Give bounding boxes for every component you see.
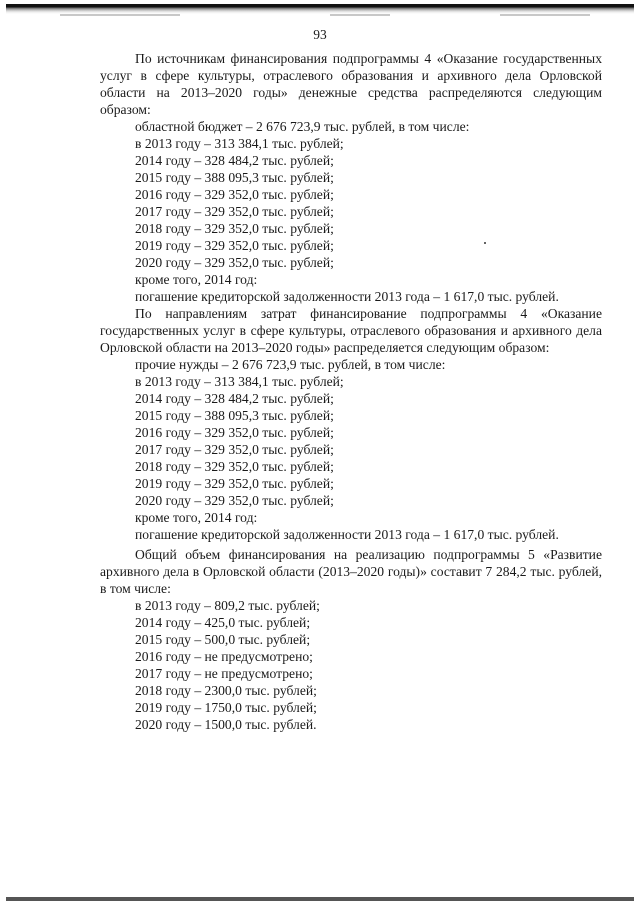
list-item: 2016 году – не предусмотрено; <box>135 649 313 664</box>
list-item: 2017 году – не предусмотрено; <box>135 666 313 681</box>
list-item: 2014 году – 425,0 тыс. рублей; <box>135 615 311 630</box>
scan-border-bottom <box>6 897 634 901</box>
list-item: 2016 году – 329 352,0 тыс. рублей; <box>135 187 334 202</box>
scan-border-top <box>6 4 634 14</box>
list-item: 2018 году – 329 352,0 тыс. рублей; <box>135 221 334 236</box>
page-number: 93 <box>313 27 327 42</box>
list-item: 2019 году – 1750,0 тыс. рублей; <box>135 700 317 715</box>
list-item: 2020 году – 329 352,0 тыс. рублей; <box>135 493 334 508</box>
list-item: 2015 году – 388 095,3 тыс. рублей; <box>135 170 334 185</box>
section3-list <box>100 597 602 733</box>
list-item: в 2013 году – 313 384,1 тыс. рублей; <box>135 374 344 389</box>
list-item: 2015 году – 388 095,3 тыс. рублей; <box>135 408 334 423</box>
section3-intro: Общий объем финансирования на реализацию подпрограммы 5 «Развитие архивного дела в Орловской области (2013–2020 годы)» составит 7 284,2 тыс. рублей, в том числе: <box>100 547 602 596</box>
document-body <box>100 50 602 733</box>
list-item: 2014 году – 328 484,2 тыс. рублей; <box>135 153 334 168</box>
list-item: 2015 году – 500,0 тыс. рублей; <box>135 632 311 647</box>
list-item: 2017 году – 329 352,0 тыс. рублей; <box>135 204 334 219</box>
list-item: 2018 году – 2300,0 тыс. рублей; <box>135 683 317 698</box>
list-item: прочие нужды – 2 676 723,9 тыс. рублей, в том числе: <box>135 357 446 372</box>
section2-intro: По направлениям затрат финансирование подпрограммы 4 «Оказание государственных услуг в сфере культуры, отраслевого образования и архивного дела Орловской области на 2013–2020 годы» распределяется следующим образом: <box>100 306 602 355</box>
list-item: 2019 году – 329 352,0 тыс. рублей; <box>135 238 334 253</box>
list-item: кроме того, 2014 год: <box>135 510 258 525</box>
list-item: 2019 году – 329 352,0 тыс. рублей; <box>135 476 334 491</box>
list-item: 2016 году – 329 352,0 тыс. рублей; <box>135 425 334 440</box>
list-item: 2020 году – 329 352,0 тыс. рублей; <box>135 255 334 270</box>
scan-noise <box>60 14 180 16</box>
scan-noise <box>330 14 390 16</box>
list-item: 2014 году – 328 484,2 тыс. рублей; <box>135 391 334 406</box>
section1-intro: По источникам финансирования подпрограммы 4 «Оказание государственных услуг в сфере культуры, отраслевого образования и архивного дела Орловской области на 2013–2020 годы» денежные средства распределяются следующим образом: <box>100 51 602 117</box>
scan-noise <box>500 14 590 16</box>
repayment-line: погашение кредиторской задолженности 2013 года – 1 617,0 тыс. рублей. <box>135 527 559 542</box>
list-item: областной бюджет – 2 676 723,9 тыс. рублей, в том числе: <box>135 119 470 134</box>
section1-list <box>100 118 602 305</box>
repayment-line: погашение кредиторской задолженности 2013 года – 1 617,0 тыс. рублей. <box>135 289 559 304</box>
list-item: 2020 году – 1500,0 тыс. рублей. <box>135 717 317 732</box>
list-item: 2017 году – 329 352,0 тыс. рублей; <box>135 442 334 457</box>
list-item: в 2013 году – 809,2 тыс. рублей; <box>135 598 320 613</box>
section2-list <box>100 356 602 543</box>
list-item: кроме того, 2014 год: <box>135 272 258 287</box>
list-item: в 2013 году – 313 384,1 тыс. рублей; <box>135 136 344 151</box>
list-item: 2018 году – 329 352,0 тыс. рублей; <box>135 459 334 474</box>
